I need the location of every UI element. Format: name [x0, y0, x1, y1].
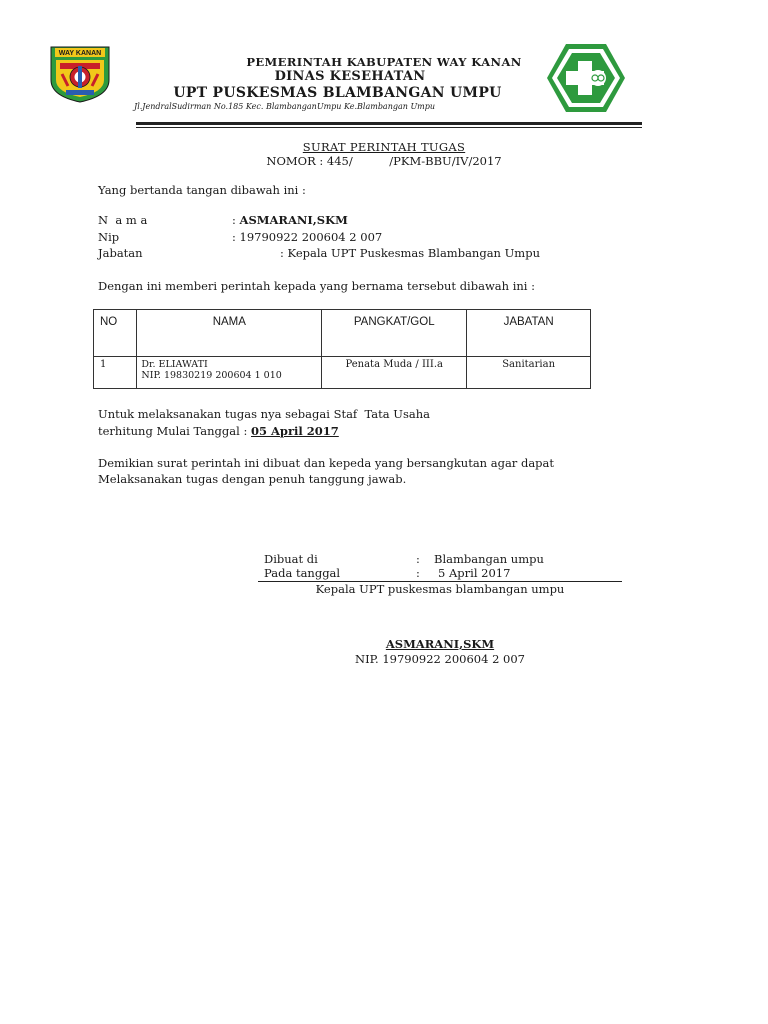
- assignment-table: [93, 309, 591, 389]
- header-no: NO: [94, 310, 137, 357]
- value-nama-sep: :: [232, 213, 240, 227]
- task-start-label: terhitung Mulai Tanggal :: [98, 424, 251, 438]
- svg-text:WAY KANAN: WAY KANAN: [58, 50, 102, 57]
- signature-place-value: Blambangan umpu: [434, 552, 544, 566]
- value-nama: [232, 213, 348, 227]
- signature-date-value: 5 April 2017: [438, 566, 511, 580]
- task-line-1: Untuk melaksanakan tugas nya sebagai Staf Tata Usaha: [98, 407, 430, 421]
- signature-position: Kepala UPT puskesmas blambangan umpu: [315, 582, 565, 596]
- value-nip: : 19790922 200604 2 007: [232, 230, 383, 244]
- table-header-row: [94, 310, 591, 357]
- order-text: Dengan ini memberi perintah kepada yang bernama tersebut dibawah ini :: [98, 279, 536, 293]
- task-line-2: [98, 424, 339, 438]
- cell-pangkat: Penata Muda / III.a: [322, 357, 467, 389]
- document-title: SURAT PERINTAH TUGAS: [302, 140, 466, 154]
- closing-line-1: Demikian surat perintah ini dibuat dan kepeda yang bersangkutan agar dapat: [98, 456, 555, 470]
- document-number: NOMOR : 445/ /PKM-BBU/IV/2017: [266, 154, 502, 168]
- header-jabatan: JABATAN: [467, 310, 591, 357]
- header-address: Jl.JendralSudirman No.185 Kec. BlambanganUmpu Ke.Blambangan Umpu: [134, 102, 436, 111]
- signature-date-colon: :: [416, 566, 420, 580]
- task-start-date: 05 April 2017: [251, 424, 339, 438]
- cell-no: 1: [94, 357, 137, 389]
- header-rule-thick: [136, 122, 642, 125]
- table-row: [94, 357, 591, 389]
- header-rule-thin: [136, 127, 642, 128]
- signature-place-label: Dibuat di: [264, 552, 318, 566]
- label-jabatan: Jabatan: [98, 246, 143, 260]
- value-nama-text: ASMARANI,SKM: [239, 213, 348, 227]
- header-nama: NAMA: [137, 310, 322, 357]
- signature-date-label: Pada tanggal: [264, 566, 341, 580]
- signature-nip: NIP. 19790922 200604 2 007: [355, 652, 525, 666]
- puskesmas-logo: [545, 42, 627, 114]
- cell-nama-nip: NIP. 19830219 200604 1 010: [141, 370, 282, 381]
- header-institution: UPT PUSKESMAS BLAMBANGAN UMPU: [173, 85, 502, 101]
- intro-text: Yang bertanda tangan dibawah ini :: [98, 183, 306, 197]
- signature-name: ASMARANI,SKM: [385, 637, 495, 651]
- value-jabatan: : Kepala UPT Puskesmas Blambangan Umpu: [280, 246, 540, 260]
- header-government: PEMERINTAH KABUPATEN WAY KANAN: [246, 55, 522, 69]
- cell-jabatan: Sanitarian: [467, 357, 591, 389]
- cell-nama-name: Dr. ELIAWATI: [141, 359, 208, 370]
- cell-nama: [137, 357, 322, 389]
- label-nama: N a m a: [98, 213, 148, 227]
- signature-place-colon: :: [416, 552, 420, 566]
- closing-line-2: Melaksanakan tugas dengan penuh tanggung jawab.: [98, 472, 407, 486]
- header-pangkat: PANGKAT/GOL: [322, 310, 467, 357]
- header-department: DINAS KESEHATAN: [274, 69, 426, 84]
- label-nip: Nip: [98, 230, 120, 244]
